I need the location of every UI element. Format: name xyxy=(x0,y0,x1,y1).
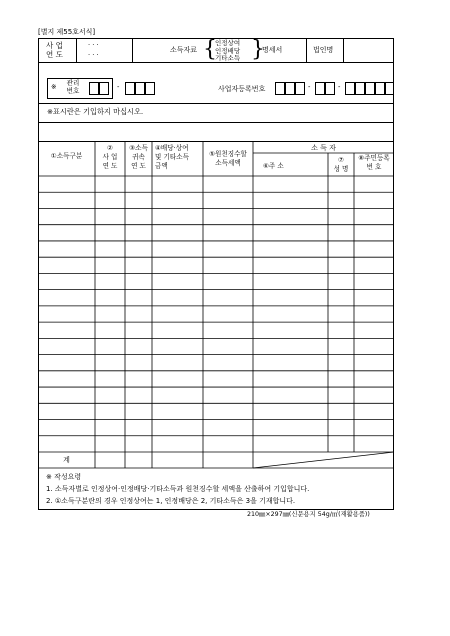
col-attr-b: 귀속 xyxy=(132,153,145,161)
title-prefix: 소득자료 xyxy=(170,46,198,54)
total-diagonal xyxy=(253,452,394,468)
paper-spec: 210㎜×297㎜(신문용지 54g/㎡(재활용품)) xyxy=(247,511,370,518)
col-business-year-b: 연 도 xyxy=(102,162,118,170)
guide-title: ※ 작성요령 xyxy=(46,473,82,481)
col-business-year-num: ② xyxy=(107,144,113,152)
col-tax-a: ⑤원천징수할 xyxy=(209,150,247,158)
reg-dash-1: - xyxy=(308,83,311,91)
col-amount-b: 및 기타소득 xyxy=(155,153,189,161)
reg-dash-2: - xyxy=(338,83,341,91)
form-label: [별지 제55호서식] xyxy=(38,28,96,36)
col-address: ⑥주 소 xyxy=(263,162,284,170)
col-earner-group: 소 득 자 xyxy=(311,144,336,152)
col-amount-c: 금액 xyxy=(155,162,168,170)
col-name-num: ⑦ xyxy=(338,156,344,164)
mgmt-star: ※ xyxy=(51,83,57,91)
col-business-year-a: 사 업 xyxy=(102,153,118,161)
guide-item-2: 2. ①소득구분란의 경우 인정상여는 1, 인정배당은 2, 기타소득은 3을 기재합니다. xyxy=(46,497,296,505)
col-resident-b: 번 호 xyxy=(366,163,382,171)
year-dots-2: · · · xyxy=(88,51,99,59)
col-amount-a: ④배당·상여 xyxy=(155,144,189,152)
mgmt-dash: - xyxy=(117,83,120,91)
guide-item-1: 1. 소득자별로 인정상여·인정배당·기타소득과 원천징수할 세액을 산출하여 기입합니다. xyxy=(46,485,310,493)
col-name-label: 성 명 xyxy=(333,165,349,173)
left-brace: { xyxy=(203,37,217,62)
notice-text: ※표시란은 기입하지 마십시오. xyxy=(47,107,144,116)
col-tax-b: 소득세액 xyxy=(215,159,241,167)
mgmt-label-1: 관리 xyxy=(66,79,80,87)
business-reg-label: 사업자등록번호 xyxy=(218,85,266,93)
title-item-1: 인정상여 xyxy=(215,39,241,47)
total-label: 계 xyxy=(63,456,70,464)
col-attr-a: ③소득 xyxy=(129,144,148,152)
title-suffix: 명세서 xyxy=(262,46,283,54)
year-label-2: 연 도 xyxy=(46,50,63,59)
mgmt-label-2: 번호 xyxy=(66,86,80,95)
right-brace: } xyxy=(251,37,265,62)
title-item-3: 기타소득 xyxy=(215,54,241,62)
year-label-1: 사 업 xyxy=(46,41,63,50)
title-item-2: 인정배당 xyxy=(215,46,241,55)
col-income-type: ①소득구분 xyxy=(50,152,83,160)
col-resident-a: ⑧주민등록 xyxy=(358,154,390,162)
year-dots-1: · · · xyxy=(88,41,99,49)
col-attr-c: 연 도 xyxy=(131,162,146,170)
corp-name-label: 법인명 xyxy=(313,46,334,54)
